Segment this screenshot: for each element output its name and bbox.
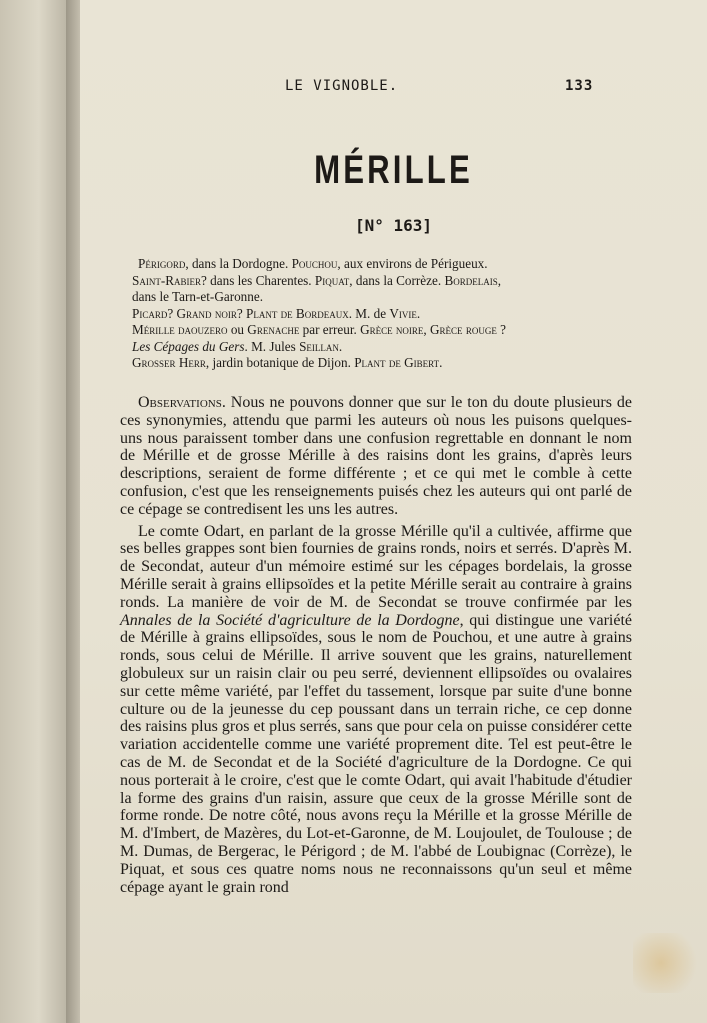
paper-stain <box>633 933 703 993</box>
synonym-line: Mérille daouzero ou Grenache par erreur. Grèce noire, Grèce rouge ? <box>132 322 506 337</box>
observations-paragraph: Observations. Nous ne pouvons donner que sur le ton du doute plusieurs de ces synonymies, attendu que parmi les auteurs où nous les puisons quelques-uns nous paraissent tomber dans une confusion regrettable en donnant le nom de Mérille et de grosse Mérille à des raisins dont les grains, d'après leurs descriptions, seraient de forme différente ; et ce qui met le comble à cette confusion, c'est que les renseignements puisés chez les auteurs qui ont parlé de ce cépage se contredisent les uns les autres. <box>120 394 632 518</box>
odart-paragraph: Le comte Odart, en parlant de la grosse Mérille qu'il a cultivée, affirme que ses belles grappes sont bien fournies de grains ronds, noirs et serrés. D'après M. de Secondat, auteur d'un mémoire estimé sur les cépages bordelais, la grosse Mérille serait à grains ellipsoïdes et la petite Mérille serait au contraire à grains ronds. La manière de voir de M. de Secondat se trouve confirmée par les Annales de la Société d'agriculture de la Dordogne, qui distingue une variété de Mérille à grains ellipsoïdes, sous le nom de Pouchou, et une autre à grains ronds, sous celui de Mérille. Il arrive souvent que les grains, naturellement globuleux sur un raisin clair ou peu serré, deviennent ellipsoïdes ou ovalaires sur cette même variété, par l'effet du tassement, lorsque par suite d'une bonne culture ou de la jeunesse du cep poussant dans un terrain riche, ce cep donne des raisins plus gros et plus serrés, sans que pour cela on puisse considérer cette variation accidentelle comme une variété proprement dite. Tel est peut-être le cas de M. de Secondat et de la Société d'agriculture de la Dordogne. Ce qui nous porterait à le croire, c'est que le comte Odart, qui avait l'habitude d'étudier la forme des grains d'un raisin, assure que ceux de la grosse Mérille sont de forme ronde. De notre côté, nous avons reçu la Mérille et la grosse Mérille de M. d'Imbert, de Mazères, du Lot-et-Garonne, de M. Loujoulet, de Toulouse ; de M. Dumas, de Bergerac, le Périgord ; de M. l'abbé de Loubignac (Corrèze), le Piquat, et sous ces quatre noms nous ne reconnaissons qu'un seul et même cépage ayant le grain rond <box>120 522 633 896</box>
running-title: LE VIGNOBLE. <box>285 78 399 94</box>
synonym-line: Saint-Rabier? dans les Charentes. Piquat, dans la Corrèze. Bordelais, <box>132 272 502 288</box>
synonym-line: Les Cépages du Gers. M. Jules Seillan. <box>132 338 343 354</box>
book-page <box>80 0 707 1023</box>
synonym-line: dans le Tarn-et-Garonne. <box>132 289 264 304</box>
synonym-line: Grosser Herr, jardin botanique de Dijon. Plant de Gibert. <box>132 355 443 370</box>
page-number: 133 <box>565 78 594 94</box>
synonyms-block <box>132 256 618 372</box>
facing-page-edge <box>0 0 70 1023</box>
synonym-line: Picard? Grand noir? Plant de Bordeaux. M. de Vivie. <box>132 305 421 321</box>
observations-label: Observations <box>138 394 222 411</box>
variety-number: [N° 163] <box>354 216 433 235</box>
synonym-line: Périgord, dans la Dordogne. Pouchou, aux environs de Périgueux. <box>138 256 488 271</box>
annales-citation: Annales de la Société d'agriculture de la Dordogne <box>120 611 460 629</box>
page-title: MÉRILLE <box>314 148 473 192</box>
article-body <box>120 394 632 896</box>
